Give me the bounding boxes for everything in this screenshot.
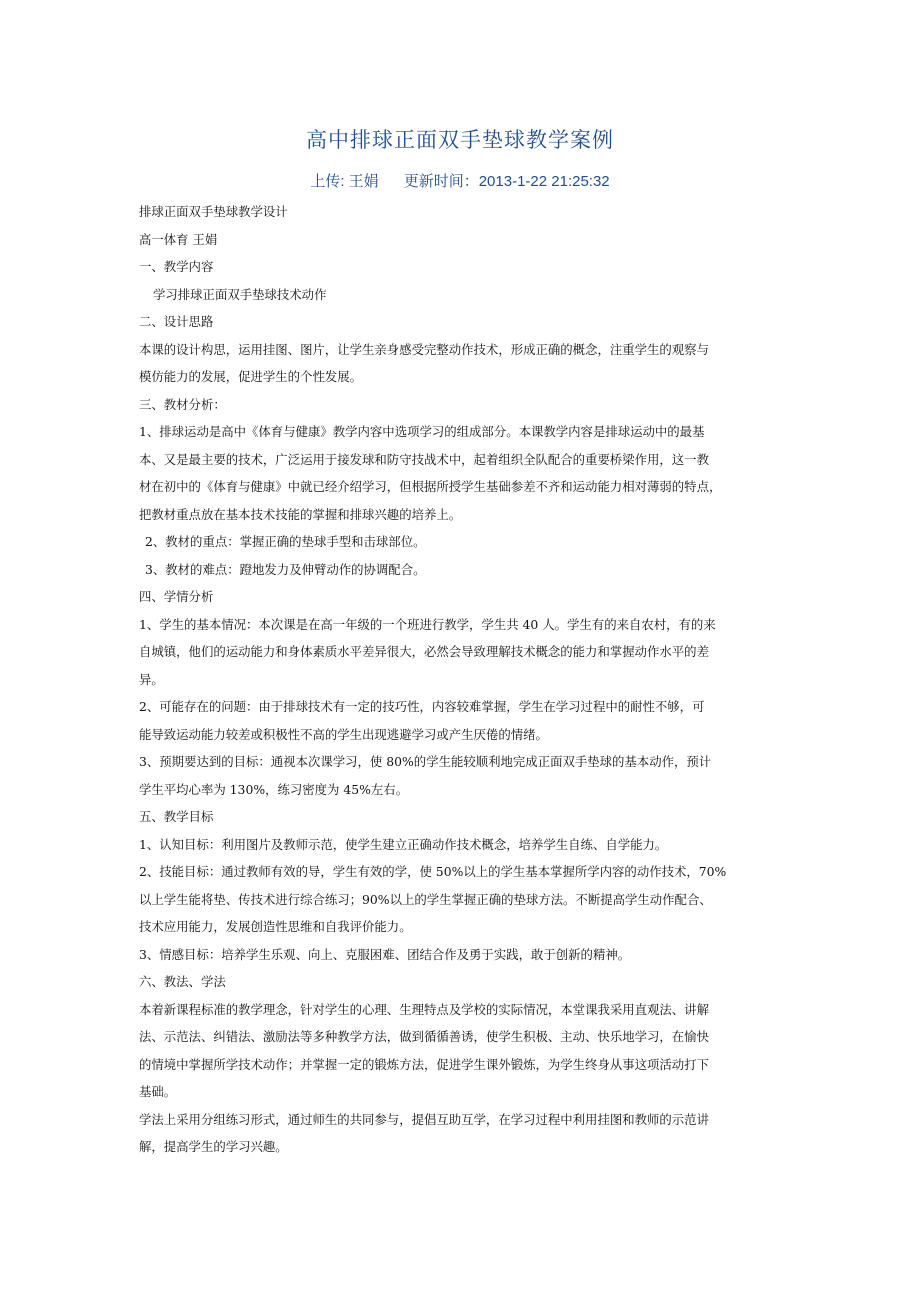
paragraph: 基础。 xyxy=(139,1084,177,1099)
paragraph: 学生平均心率为 130%，练习密度为 45%左右。 xyxy=(139,781,409,797)
paragraph: 自城镇，他们的运动能力和身体素质水平差异很大，必然会导致理解技术概念的能力和掌握动作水平的差 xyxy=(139,644,709,659)
paragraph: 3、教材的难点：蹬地发力及伸臂动作的协调配合。 xyxy=(145,561,426,577)
uploader-label: 上传: 王娟 xyxy=(310,173,379,190)
document-body xyxy=(139,198,799,1161)
section-heading: 五、教学目标 xyxy=(139,809,214,824)
document-title: 高中排球正面双手垫球教学案例 xyxy=(306,128,614,152)
paragraph: 排球正面双手垫球教学设计 xyxy=(139,204,288,219)
section-heading: 四、学情分析 xyxy=(139,589,214,604)
paragraph: 3、情感目标：培养学生乐观、向上、克服困难、团结合作及勇于实践，敢于创新的精神。 xyxy=(139,946,631,962)
paragraph: 学习排球正面双手垫球技术动作 xyxy=(153,286,327,302)
paragraph: 的情境中掌握所学技术动作；并掌握一定的锻炼方法，促进学生课外锻炼，为学生终身从事这项活动打下 xyxy=(139,1056,709,1072)
paragraph: 高一体育 王娟 xyxy=(139,231,218,247)
paragraph: 以上学生能将垫、传技术进行综合练习；90%以上的学生掌握正确的垫球方法。不断提高学生动作配合、 xyxy=(139,891,712,907)
paragraph: 本、又是最主要的技术，广泛运用于接发球和防守技战术中，起着组织全队配合的重要桥梁作用，这一教 xyxy=(139,451,709,467)
section-heading: 六、教法、学法 xyxy=(139,974,226,989)
paragraph: 异。 xyxy=(139,671,164,687)
paragraph: 1、排球运动是高中《体育与健康》教学内容中选项学习的组成部分。本课教学内容是排球运动中的最基 xyxy=(139,424,705,439)
paragraph: 2、可能存在的问题：由于排球技术有一定的技巧性，内容较难掌握，学生在学习过程中的耐性不够，可 xyxy=(139,699,705,714)
paragraph: 学法上采用分组练习形式，通过师生的共同参与，提倡互助互学，在学习过程中利用挂图和教师的示范讲 xyxy=(139,1111,709,1127)
paragraph: 本着新课程标准的教学理念，针对学生的心理、生理特点及学校的实际情况，本堂课我采用直观法、讲解 xyxy=(139,1001,709,1017)
updated-time: 更新时间：2013-1-22 21:25:32 xyxy=(403,173,610,190)
paragraph: 模仿能力的发展，促进学生的个性发展。 xyxy=(139,369,363,384)
document-meta xyxy=(0,170,920,191)
paragraph: 1、认知目标：利用图片及教师示范，使学生建立正确动作技术概念，培养学生自练、自学能力。 xyxy=(139,836,668,852)
paragraph: 3、预期要达到的目标：通视本次课学习，使 80%的学生能较顺利地完成正面双手垫球的基本动作，预计 xyxy=(139,754,712,769)
paragraph: 技术应用能力，发展创造性思维和自我评价能力。 xyxy=(139,919,412,934)
paragraph: 1、学生的基本情况：本次课是在高一年级的一个班进行教学，学生共 40 人。学生有的来自农村，有的来 xyxy=(139,616,716,632)
paragraph: 材在初中的《体育与健康》中就已经介绍学习，但根据所授学生基础参差不齐和运动能力相对薄弱的特点， xyxy=(139,479,722,494)
paragraph: 2、教材的重点：掌握正确的垫球手型和击球部位。 xyxy=(145,534,426,549)
section-heading: 一、教学内容 xyxy=(139,259,214,274)
paragraph: 本课的设计构思，运用挂图、图片，让学生亲身感受完整动作技术，形成正确的概念，注重学生的观察与 xyxy=(139,341,709,357)
section-heading: 三、教材分析： xyxy=(139,396,226,412)
paragraph: 法、示范法、纠错法、激励法等多种教学方法，做到循循善诱，使学生积极、主动、快乐地学习，在愉快 xyxy=(139,1029,709,1044)
paragraph: 解，提高学生的学习兴趣。 xyxy=(139,1139,288,1154)
paragraph: 2、技能目标：通过教师有效的导，学生有效的学，使 50%以上的学生基本掌握所学内容的动作技术，70% xyxy=(139,864,727,879)
paragraph: 把教材重点放在基本技术技能的掌握和排球兴趣的培养上。 xyxy=(139,506,462,522)
section-heading: 二、设计思路 xyxy=(139,314,214,329)
paragraph: 能导致运动能力较差或积极性不高的学生出现逃避学习或产生厌倦的情绪。 xyxy=(139,726,548,742)
